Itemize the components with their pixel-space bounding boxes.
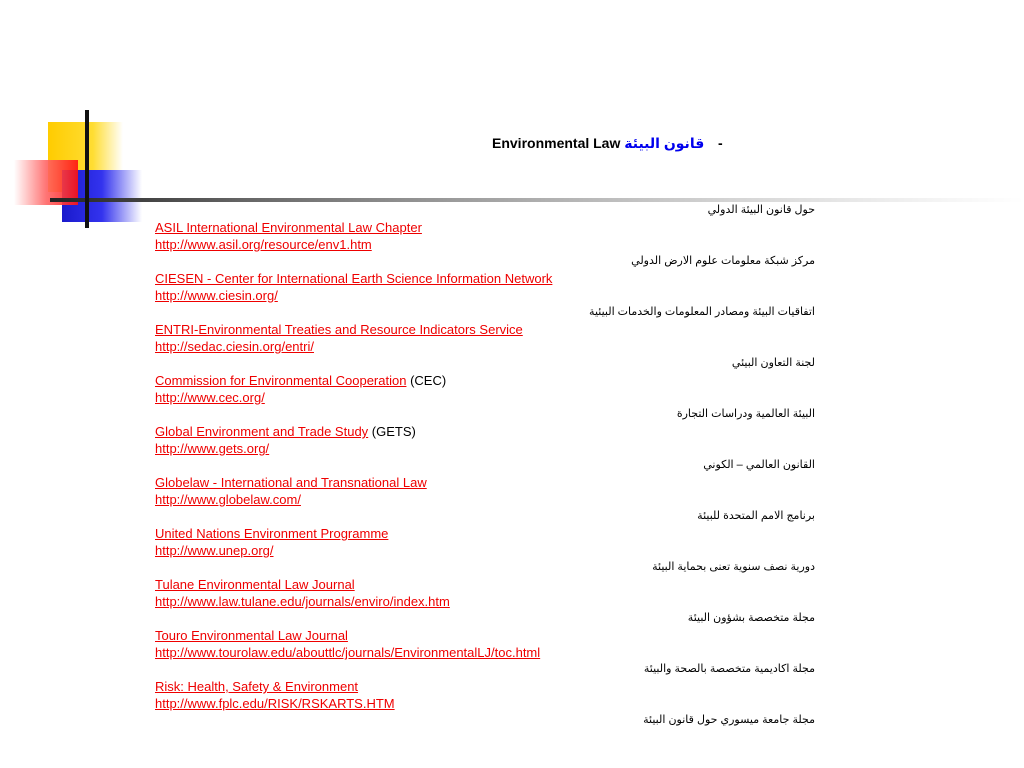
list-item xyxy=(155,355,815,406)
link-line xyxy=(155,321,815,338)
link-suffix: (CEC) xyxy=(406,373,447,388)
links-list xyxy=(155,202,815,729)
link-line xyxy=(155,627,815,644)
resource-url[interactable]: http://www.unep.org/ xyxy=(155,543,274,558)
link-line xyxy=(155,372,815,389)
resource-link[interactable]: CIESEN - Center for International Earth Science Information Network xyxy=(155,271,553,286)
resource-url[interactable]: http://www.asil.org/resource/env1.htm xyxy=(155,237,372,252)
link-suffix: (GETS) xyxy=(368,424,416,439)
arabic-description: القانون العالمي – الكوني xyxy=(703,459,815,471)
arabic-description: حول قانون البيئة الدولي xyxy=(707,204,815,216)
arabic-description: اتفاقيات البيئة ومصادر المعلومات والخدمات البيئية xyxy=(589,306,815,318)
list-item xyxy=(155,202,815,253)
arabic-description: مجلة اكاديمية متخصصة بالصحة والبيئة xyxy=(643,663,815,675)
resource-url[interactable]: http://www.tourolaw.edu/abouttlc/journals/EnvironmentalLJ/toc.html xyxy=(155,645,541,660)
arabic-description: دورية نصف سنوية تعنى بحماية البيئة xyxy=(652,561,815,573)
list-item xyxy=(155,457,815,508)
link-line xyxy=(155,423,815,440)
resource-link[interactable]: Touro Environmental Law Journal xyxy=(155,628,348,643)
title-dash: - xyxy=(718,135,723,151)
list-item xyxy=(155,253,815,304)
resource-link[interactable]: Commission for Environmental Cooperation xyxy=(155,373,407,388)
resource-link[interactable]: ASIL International Environmental Law Chapter xyxy=(155,220,422,235)
list-item xyxy=(155,610,815,661)
resource-link[interactable]: Risk: Health, Safety & Environment xyxy=(155,679,359,694)
resource-link[interactable]: United Nations Environment Programme xyxy=(155,526,389,541)
link-line xyxy=(155,270,815,287)
link-line xyxy=(155,219,815,236)
resource-url[interactable]: http://www.ciesin.org/ xyxy=(155,288,278,303)
list-item xyxy=(155,559,815,610)
arabic-description: البيئة العالمية ودراسات التجارة xyxy=(676,408,815,420)
vertical-line xyxy=(85,110,89,228)
title-english: Environmental Law xyxy=(492,135,621,151)
arabic-description: مركز شبكة معلومات علوم الارض الدولي xyxy=(631,255,815,267)
resource-link[interactable]: ENTRI-Environmental Treaties and Resource Indicators Service xyxy=(155,322,523,337)
arabic-description: لجنة التعاون البيئي xyxy=(731,357,815,369)
link-line xyxy=(155,678,815,695)
resource-url[interactable]: http://sedac.ciesin.org/entri/ xyxy=(155,339,314,354)
resource-url[interactable]: http://www.fplc.edu/RISK/RSKARTS.HTM xyxy=(155,696,395,711)
list-item xyxy=(155,508,815,559)
resource-link[interactable]: Tulane Environmental Law Journal xyxy=(155,577,355,592)
title-arabic: قانون البيئة xyxy=(624,135,705,151)
link-line xyxy=(155,474,815,491)
resource-link[interactable]: Global Environment and Trade Study xyxy=(155,424,369,439)
list-item xyxy=(155,661,815,712)
resource-url[interactable]: http://www.cec.org/ xyxy=(155,390,265,405)
resource-url[interactable]: http://www.globelaw.com/ xyxy=(155,492,301,507)
arabic-description: مجلة متخصصة بشؤون البيئة xyxy=(687,612,815,624)
resource-url[interactable]: http://www.law.tulane.edu/journals/enviro/index.htm xyxy=(155,594,450,609)
page-title xyxy=(492,134,723,152)
resource-link[interactable]: Globelaw - International and Transnational Law xyxy=(155,475,427,490)
list-item xyxy=(155,304,815,355)
list-item xyxy=(155,406,815,457)
link-line xyxy=(155,576,815,593)
resource-url[interactable]: http://www.gets.org/ xyxy=(155,441,270,456)
arabic-description: برنامج الامم المتحدة للبيئة xyxy=(697,510,815,522)
link-line xyxy=(155,525,815,542)
footer-arabic-description: مجلة جامعة ميسوري حول قانون البيئة xyxy=(643,714,815,726)
